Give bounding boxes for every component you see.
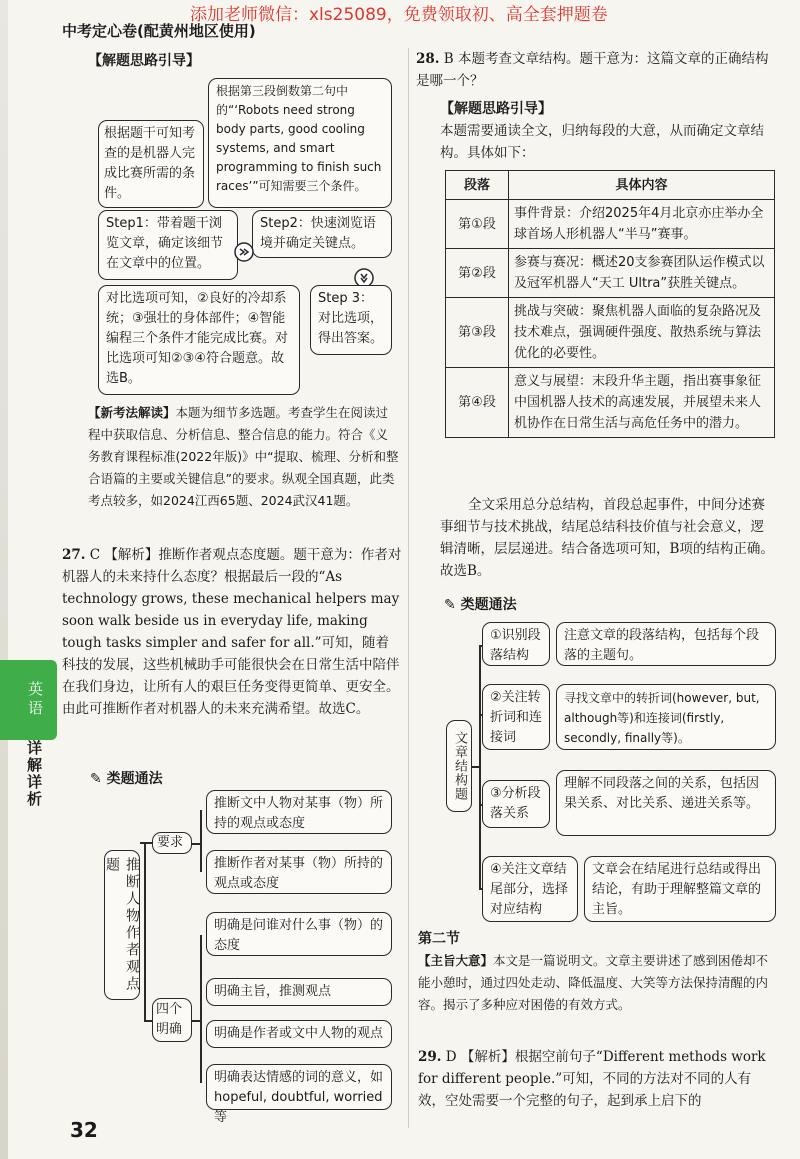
q28-guide-title: 【解题思路引导】 (440, 101, 552, 117)
guide-box-question: 根据题干可知考查的是机器人完成比赛所需的条件。 (98, 120, 204, 208)
table-row (446, 200, 775, 249)
mm-four: 四个明确 (152, 998, 192, 1042)
table-header: 具体内容 (509, 171, 775, 200)
section-two-title: 第二节 (418, 931, 460, 947)
mm-four-item-4: 明确表达情感的词的意义，如hopeful, doubtful, worried等 (206, 1064, 392, 1110)
structure-table (445, 170, 775, 438)
table-cell-seg: 第③段 (446, 298, 509, 368)
q27-number: 27. (62, 547, 86, 563)
q29-paragraph (418, 1046, 776, 1112)
table-cell-content: 事件背景：介绍2025年4月北京亦庄举办全球首场人形机器人“半马”赛事。 (509, 200, 775, 249)
q28-number: 28. (416, 51, 440, 67)
main-idea-text: 本文是一篇说明文。文章主要讲述了感到困倦却不能小憩时，通过四处走动、降低温度、大笑等方法保持清醒的内容。揭示了多种应对困倦的有效方式。 (418, 953, 769, 1012)
table-row (446, 368, 775, 438)
connector (144, 842, 146, 1020)
step1-box: Step1：带着题干浏览文章，确定该细节在文章中的位置。 (98, 210, 238, 280)
new-exam-paragraph (88, 402, 400, 512)
connector (200, 810, 202, 872)
pencil-icon: ✎ (90, 771, 107, 787)
subject-tab: 英语 (0, 660, 57, 740)
mm-item-right-2: 寻找文章中的转折词(however, but, although等)和连接词(firstly, secondly, finally等)。 (556, 684, 776, 750)
tongfa-heading-right (444, 594, 517, 614)
q28-guide-text: 本题需要通读全文，归纳每段的大意，从而确定文章结构。具体如下： (440, 123, 764, 161)
mm-root-left: 推断人物作者观点题 (104, 850, 140, 1000)
mm-four-item-2: 明确主旨，推测观点 (206, 978, 392, 1006)
mm-req-item-1: 推断文中人物对某事（物）所持的观点或态度 (206, 790, 392, 834)
q28-text: B 本题考查文章结构。题干意为：这篇文章的正确结构是哪一个？ (416, 51, 769, 89)
table-cell-seg: 第④段 (446, 368, 509, 438)
mm-item-left-4: ④关注文章结尾部分，选择对应结构 (482, 856, 578, 922)
mm-req-item-2: 推断作者对某事（物）所持的观点或态度 (206, 850, 392, 894)
page-edge (0, 0, 8, 1159)
q26-guide-title: 【解题思路引导】 (88, 53, 200, 69)
column-divider (408, 48, 409, 1128)
mm-item-right-4: 文章会在结尾进行总结或得出结论，有助于理解整篇文章的主旨。 (584, 856, 776, 922)
watermark: 添加老师微信：xls25089，免费领取初、高全套押题卷 (190, 5, 608, 25)
arrow-right-icon (232, 240, 256, 264)
guide-box-evidence: 根据第三段倒数第二句中的“‘Robots need strong body parts, good cooling systems, and smart programming to finish such races’”可知需要三个条件。 (208, 78, 392, 208)
connector (479, 645, 481, 890)
connector (140, 842, 152, 844)
q27-paragraph (62, 544, 402, 720)
mm-root-right: 文章结构题 (446, 720, 472, 812)
step3-box: Step 3：对比选项，得出答案。 (310, 285, 392, 355)
table-cell-content: 参赛与赛况：概述20支参赛团队运作模式以及冠军机器人“天工 Ultra”获胜关键点。 (509, 249, 775, 298)
running-header: 中考定心卷(配黄州地区使用) (62, 22, 256, 40)
tongfa-heading-left (90, 768, 163, 788)
subject-label: 详解详析 (25, 740, 43, 808)
table-cell-content: 挑战与突破：聚焦机器人面临的复杂路况及技术难点，强调硬件强度、散热系统与算法优化的必要性。 (509, 298, 775, 368)
mm-item-left-2: ②关注转折词和连接词 (482, 684, 550, 750)
compare-box: 对比选项可知，②良好的冷却系统；③强壮的身体部件；④智能编程三个条件才能完成比赛。对比选项可知②③④符合题意。故选B。 (98, 285, 300, 395)
connector (200, 935, 202, 1083)
mm-four-item-3: 明确是作者或文中人物的观点 (206, 1020, 392, 1048)
tongfa-title-left: 类题通法 (106, 771, 163, 787)
mm-four-item-1: 明确是问谁对什么事（物）的态度 (206, 912, 392, 956)
connector (192, 1020, 200, 1022)
mm-item-left-1: ①识别段落结构 (482, 622, 550, 666)
mm-item-left-3: ③分析段落关系 (482, 780, 550, 828)
main-idea-title: 【主旨大意】 (418, 953, 494, 968)
pencil-icon: ✎ (444, 597, 461, 613)
table-cell-content: 意义与展望：末段升华主题，指出赛事象征中国机器人技术的高速发展，并展望未来人机协作在日常生活与高危任务中的潜力。 (509, 368, 775, 438)
q27-text: C 【解析】推断作者观点态度题。题干意为：作者对机器人的未来持什么态度？根据最后一段的“As technology grows, these mechanical helpers may soon walk beside us in everyday life, making tough tasks simpler and safer for all.”可知，随着科技的发展，这些机械助手可能很快会在日常生活中陪伴在我们身边，让所有人的艰巨任务变得更简单、更安全。由此可推断作者对机器人的未来充满希望。故选C。 (62, 547, 402, 717)
table-cell-seg: 第②段 (446, 249, 509, 298)
q28-paragraph (416, 48, 776, 92)
tongfa-title-right: 类题通法 (460, 597, 517, 613)
table-header-row (446, 171, 775, 200)
connector (192, 843, 200, 845)
table-header: 段落 (446, 171, 509, 200)
q29-text: D 【解析】根据空前句子“Different methods work for different people.”可知，不同的方法对不同的人有效，空处需要一个完整的句子，起到承上启下的 (418, 1049, 766, 1109)
page-number: 32 (70, 1118, 98, 1142)
mm-item-right-3: 理解不同段落之间的关系，包括因果关系、对比关系、递进关系等。 (556, 770, 776, 836)
table-row (446, 298, 775, 368)
main-idea-paragraph (418, 950, 776, 1016)
table-cell-seg: 第①段 (446, 200, 509, 249)
connector (144, 1020, 152, 1022)
new-exam-title: 【新考法解读】 (88, 405, 176, 420)
mm-item-right-1: 注意文章的段落结构，包括每个段落的主题句。 (556, 622, 776, 666)
summary-paragraph: 全文采用总分总结构，首段总起事件，中间分述赛事细节与技术挑战，结尾总结科技价值与社会意义，逻辑清晰，层层递进。结合备选项可知，B项的结构正确。故选B。 (440, 497, 774, 579)
q29-number: 29. (418, 1049, 442, 1065)
new-exam-text: 本题为细节多选题。考查学生在阅读过程中获取信息、分析信息、整合信息的能力。符合《义务教育课程标准(2022年版)》中“提取、梳理、分析和整合语篇的主要或关键信息”的要求。纵观全国真题，此类考点较多，如2024江西65题、2024武汉41题。 (88, 405, 399, 508)
step2-box: Step2：快速浏览语境并确定关键点。 (252, 210, 392, 258)
mm-req: 要求 (152, 832, 192, 854)
table-row (446, 249, 775, 298)
